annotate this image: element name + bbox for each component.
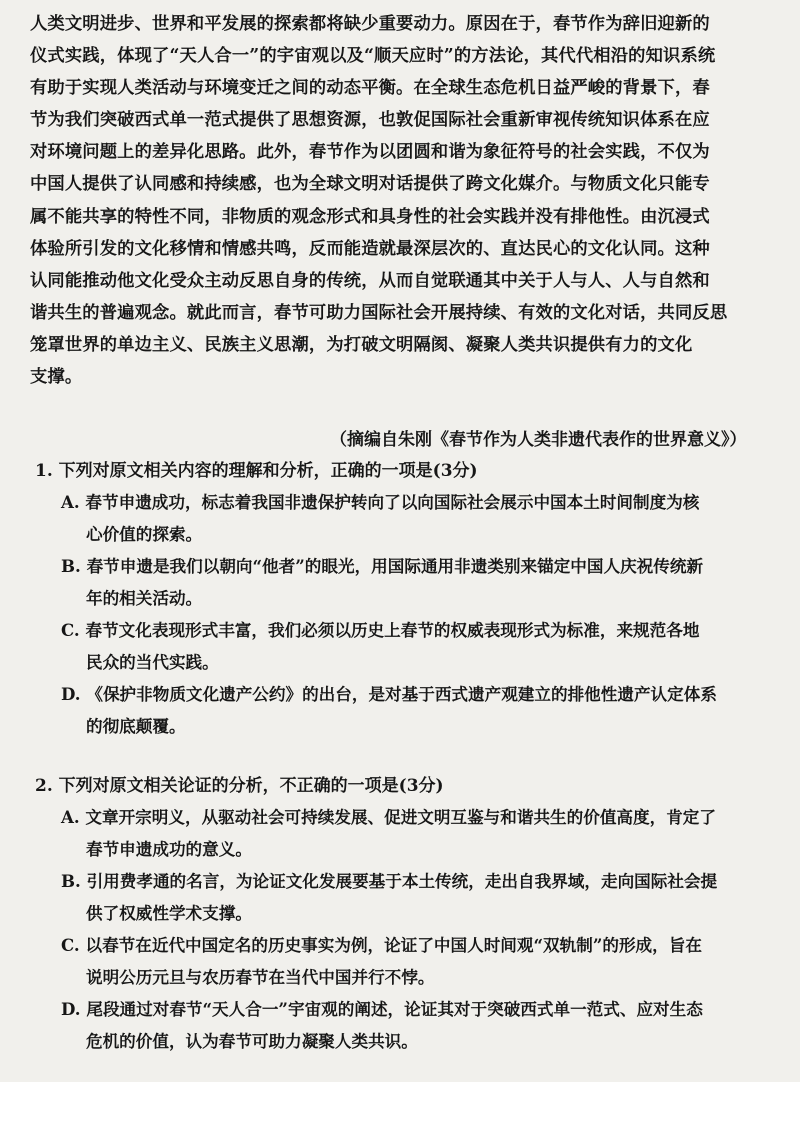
passage-line: 中国人提供了认同感和持续感，也为全球文明对话提供了跨文化媒介。与物质文化只能专 [30,174,710,195]
option-b-line: B. 引用费孝通的名言，为论证文化发展要基于本土传统，走出自我界域，走向国际社会提 [61,871,718,891]
option-b-line: 年的相关活动。 [86,588,203,608]
passage-line: 有助于实现人类活动与环境变迁之间的动态平衡。在全球生态危机日益严峻的背景下，春 [30,78,710,99]
passage-line: 人类文明进步、世界和平发展的探索都将缺少重要动力。原因在于，春节作为辞旧迎新的 [30,14,710,34]
option-a-line: A. 文章开宗明义，从驱动社会可持续发展、促进文明互鉴与和谐共生的价值高度，肯定了 [61,807,716,827]
option-d-line: D. 《保护非物质文化遗产公约》的出台，是对基于西式遗产观建立的排他性遗产认定体系 [61,684,717,704]
passage-line: 体验所引发的文化移情和情感共鸣，反而能造就最深层次的、直达民心的文化认同。这种 [30,238,710,259]
option-a-line: 春节申遗成功的意义。 [86,839,252,859]
option-d-line: 的彻底颠覆。 [86,716,186,736]
option-d-line: 危机的价值，认为春节可助力凝聚人类共识。 [86,1031,418,1051]
page-bottom-margin [0,1082,800,1132]
option-c-line: 民众的当代实践。 [86,652,219,672]
option-d-line: D. 尾段通过对春节“天人合一”宇宙观的阐述，论证其对于突破西式单一范式、应对生态 [61,999,703,1019]
passage-source: （摘编自朱刚《春节作为人类非遗代表作的世界意义》） [330,430,747,450]
passage-line: 认同能推动他文化受众主动反思自身的传统，从而自觉联通其中关于人与人、人与自然和 [30,270,710,291]
option-a-line: A. 春节申遗成功，标志着我国非遗保护转向了以向国际社会展示中国本土时间制度为核 [61,492,700,512]
passage-line: 支撑。 [30,367,83,388]
option-c-line: 说明公历元旦与农历春节在当代中国并行不悖。 [86,967,435,987]
option-a-line: 心价值的探索。 [86,524,203,544]
passage-line: 笼罩世界的单边主义、民族主义思潮，为打破文明隔阂、凝聚人类共识提供有力的文化 [30,334,693,355]
question-2 [35,771,770,1057]
passage-line: 对环境问题上的差异化思路。此外，春节作为以团圆和谐为象征符号的社会实践，不仅为 [30,142,710,163]
option-b-line: B. 春节申遗是我们以朝向“他者”的眼光，用国际通用非遗类别来锚定中国人庆祝传统新 [61,556,704,576]
option-c-line: C. 春节文化表现形式丰富，我们必须以历史上春节的权威表现形式为标准，来规范各地 [61,620,700,640]
passage-text [30,8,775,393]
question-stem: 1. 下列对原文相关内容的理解和分析，正确的一项是(3分) [35,461,478,481]
option-c-line: C. 以春节在近代中国定名的历史事实为例，论证了中国人时间观“双轨制”的形成，旨在 [61,935,702,955]
passage-line: 节为我们突破西式单一范式提供了思想资源，也敦促国际社会重新审视传统知识体系在应 [30,110,710,131]
passage-line: 谐共生的普遍观念。就此而言，春节可助力国际社会开展持续、有效的文化对话，共同反思 [30,302,728,323]
passage-line: 属不能共享的特性不同，非物质的观念形式和具身性的社会实践并没有排他性。由沉浸式 [30,206,710,227]
question-1 [35,456,770,742]
passage-line: 仪式实践，体现了“天人合一”的宇宙观以及“顺天应时”的方法论，其代代相沿的知识系统 [30,46,716,67]
option-b-line: 供了权威性学术支撑。 [86,903,252,923]
question-stem: 2. 下列对原文相关论证的分析，不正确的一项是(3分) [35,776,444,796]
